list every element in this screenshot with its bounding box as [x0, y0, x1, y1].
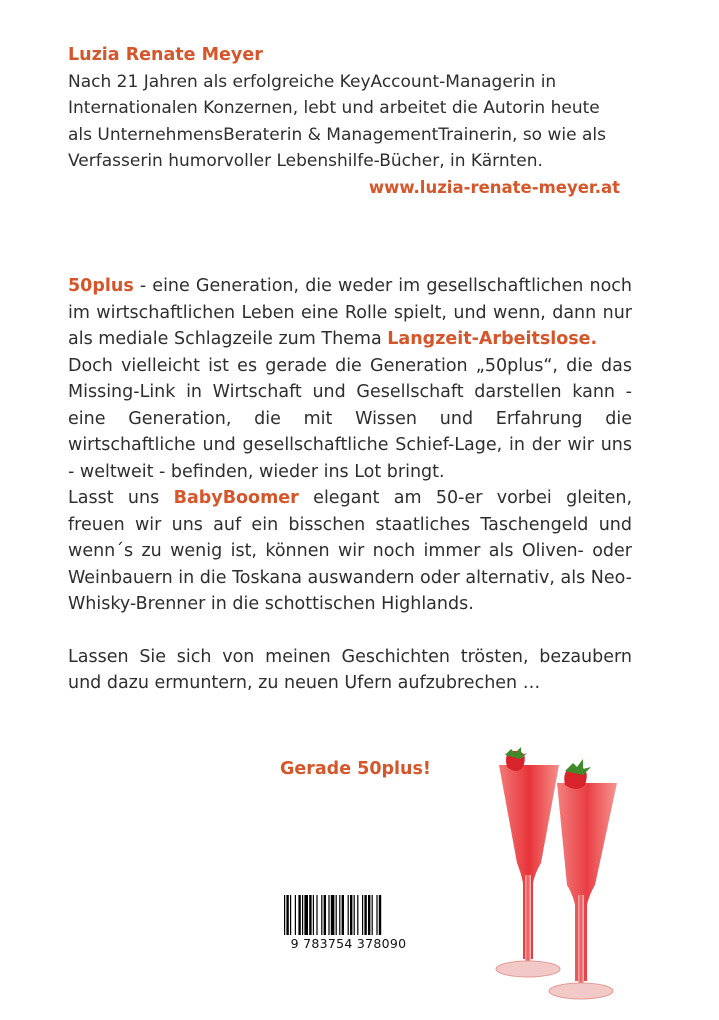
barcode-bar: [348, 895, 349, 935]
barcode-bar: [379, 895, 381, 935]
author-name: Luzia Renate Meyer: [68, 45, 263, 65]
barcode-bar: [313, 895, 314, 935]
blurb-paragraph-1: [68, 273, 632, 353]
barcode-bar: [364, 895, 366, 935]
barcode-bar: [309, 895, 311, 935]
blurb-highlight-babyboomer: BabyBoomer: [173, 488, 299, 508]
blurb-lead: 50plus: [68, 276, 134, 296]
author-bio-line: Nach 21 Jahren als erfolgreiche KeyAccount-Managerin in: [68, 71, 557, 92]
barcode-bar: [354, 895, 355, 935]
barcode-bar: [357, 895, 358, 935]
barcode-bar: [286, 895, 288, 935]
author-bio-line: als UnternehmensBeraterin & ManagementTrainerin, so wie als: [68, 124, 606, 145]
strawberry-drinks-illustration: [485, 745, 635, 1005]
author-block: [68, 42, 624, 201]
author-website[interactable]: www.luzia-renate-meyer.at: [368, 177, 620, 197]
barcode-bar: [342, 895, 344, 935]
barcode-bar: [284, 895, 285, 935]
blurb-closing: Lassen Sie sich von meinen Geschichten trösten, bezaubern und dazu ermuntern, zu neuen Ufern aufzubrechen …: [68, 646, 632, 693]
barcode-bar: [368, 895, 370, 935]
barcode-bar: [339, 895, 340, 935]
blurb-text: [68, 273, 632, 697]
barcode-bar: [362, 895, 363, 935]
barcode-bar: [328, 895, 329, 935]
barcode-bar: [302, 895, 303, 935]
blurb-paragraph-2: Doch vielleicht ist es gerade die Generation „50plus“, die das Missing-Link in Wirtschaft und Gesellschaft darstellen kann - eine Generation, die mit Wissen und Erfahrung die wirtschaftliche und gesellschaftliche Schief-Lage, in der wir uns - weltweit - befinden, wieder ins Lot bringt.: [68, 355, 632, 482]
isbn-barcode: [276, 893, 421, 957]
barcode-bar: [304, 895, 308, 935]
blurb-p3-post: elegant am 50-er vorbei gleiten, freuen wir uns auf ein bisschen staatliches Taschengeld und wenn´s zu wenig ist, können wir noch immer als Oliven- oder Weinbauern in die Toskana auswandern oder alternativ, als Neo-Whisky-Brenner in die schottischen Highlands.: [68, 488, 633, 614]
author-bio-line: Internationalen Konzernen, lebt und arbeitet die Autorin heute: [68, 98, 600, 118]
blurb-p3-pre: Lasst uns: [68, 488, 174, 508]
barcode-bars: [276, 893, 421, 937]
blurb-paragraph-3: [68, 485, 632, 618]
author-bio-line: Verfasserin humorvoller Lebenshilfe-Bücher, in Kärnten.: [68, 151, 543, 171]
barcode-bar: [336, 895, 337, 935]
barcode-bar: [321, 895, 322, 935]
barcode-bar: [350, 895, 352, 935]
isbn-number: 9 783754 378090: [290, 936, 407, 951]
blurb-p1-text: - eine Generation, die weder im gesellschaftlichen noch im wirtschaftlichen Leben eine Rolle spielt, und wenn, dann nur als mediale Schlagzeile zum Thema: [68, 276, 632, 349]
author-bio: [68, 69, 624, 175]
barcode-bar: [331, 895, 335, 935]
barcode-bar: [372, 895, 373, 935]
barcode-bar: [295, 895, 296, 935]
tagline: Gerade 50plus!: [280, 759, 431, 779]
blurb-highlight-arbeitslose: Langzeit-Arbeitslose.: [387, 329, 598, 349]
barcode-bar: [298, 895, 300, 935]
barcode-bar: [324, 895, 326, 935]
barcode-bar: [290, 895, 291, 935]
glass-left: [496, 765, 560, 977]
barcode-bar: [376, 895, 377, 935]
barcode-bar: [316, 895, 317, 935]
